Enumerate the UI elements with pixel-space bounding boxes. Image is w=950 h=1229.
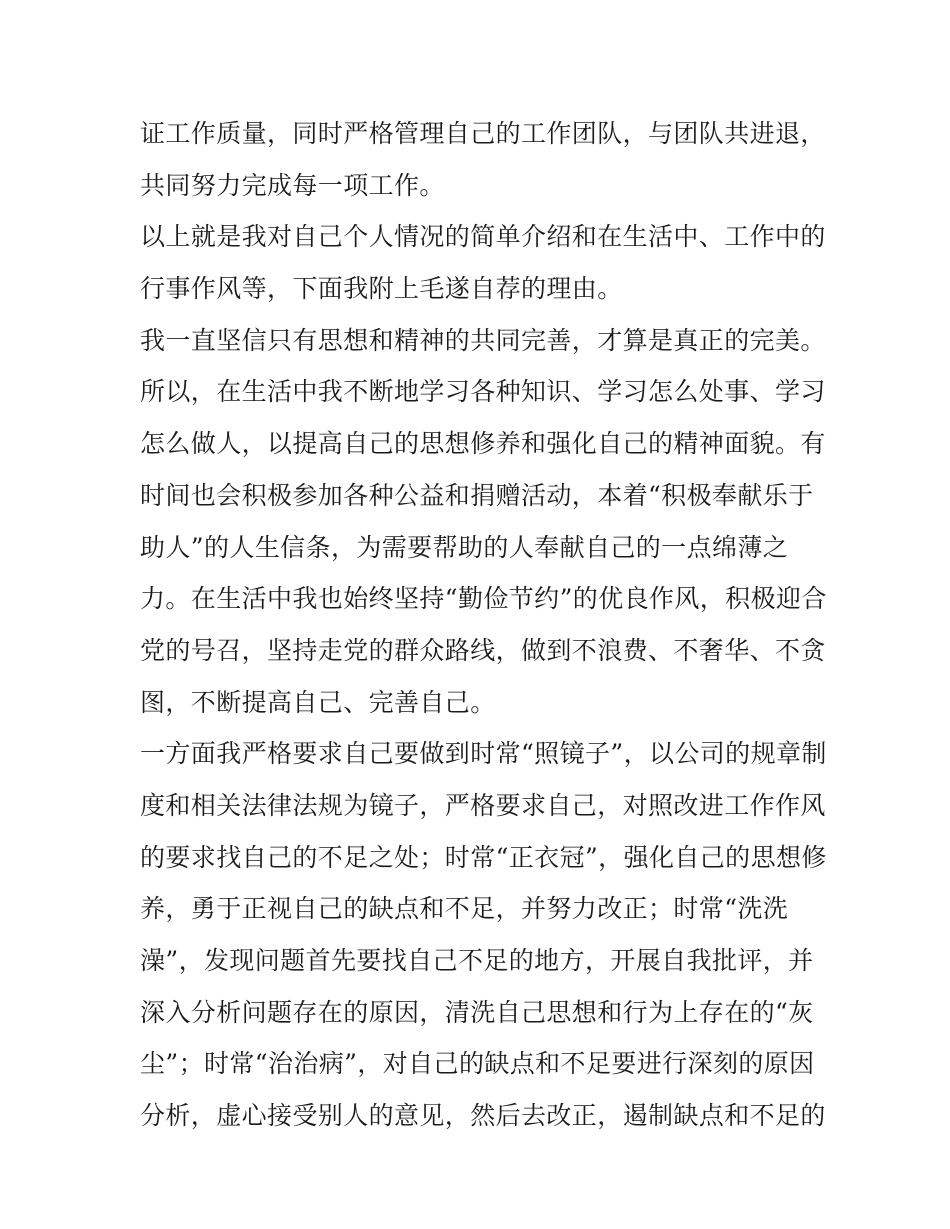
text-line: 共同努力完成每一项工作。: [140, 170, 445, 200]
text-line: 我一直坚信只有思想和精神的共同完善，才算是真正的完美。: [140, 325, 826, 355]
text-line: 度和相关法律法规为镜子，严格要求自己，对照改进工作作风: [140, 790, 826, 820]
text-line: 一方面我严格要求自己要做到时常“照镜子”，以公司的规章制: [140, 739, 827, 769]
text-line: 怎么做人，以提高自己的思想修养和强化自己的精神面貌。有: [140, 429, 826, 459]
text-line: 所以，在生活中我不断地学习各种知识、学习怎么处事、学习: [140, 377, 826, 407]
text-line: 澡”，发现问题首先要找自己不足的地方，开展自我批评，并: [140, 946, 814, 975]
document-body: [140, 108, 827, 1142]
text-line: 行事作风等，下面我附上毛遂自荐的理由。: [140, 274, 623, 304]
text-line: 养，勇于正视自己的缺点和不足，并努力改正；时常“洗洗: [140, 894, 789, 924]
text-line: 助人”的人生信条，为需要帮助的人奉献自己的一点绵薄之: [140, 532, 789, 562]
text-line: 图，不断提高自己、完善自己。: [140, 687, 496, 717]
text-line: 尘”；时常“治治病”，对自己的缺点和不足要进行深刻的原因: [140, 1049, 815, 1079]
text-line: 深入分析问题存在的原因，清洗自己思想和行为上存在的“灰: [140, 997, 814, 1027]
text-line: 时间也会积极参加各种公益和捐赠活动，本着“积极奉献乐于: [140, 480, 814, 510]
text-line: 党的号召，坚持走党的群众路线，做到不浪费、不奢华、不贪: [140, 635, 826, 665]
text-line: 证工作质量，同时严格管理自己的工作团队，与团队共进退，: [140, 119, 826, 148]
text-line: 分析，虚心接受别人的意见，然后去改正，遏制缺点和不足的: [140, 1101, 826, 1131]
text-line: 以上就是我对自己个人情况的简单介绍和在生活中、工作中的: [140, 222, 826, 252]
text-line: 力。在生活中我也始终坚持“勤俭节约”的优良作风，积极迎合: [140, 584, 827, 614]
text-line: 的要求找自己的不足之处；时常“正衣冠”，强化自己的思想修: [140, 842, 827, 872]
